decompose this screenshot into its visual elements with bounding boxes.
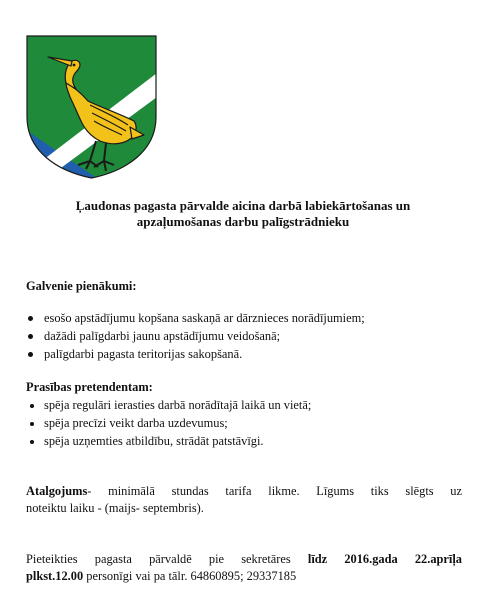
list-item: esošo apstādījumu kopšana saskaņā ar dārznieces norādījumiem; [26, 309, 365, 327]
bullet-icon [30, 422, 34, 426]
apply-time: plkst.12.00 [26, 569, 84, 583]
list-item: dažādi palīgdarbi jaunu apstādījumu veidošanā; [26, 327, 365, 345]
apply-deadline: līdz 2016.gada 22.aprīļa [307, 552, 462, 566]
requirements-heading: Prasības pretendentam: [26, 380, 153, 394]
duties-list [26, 309, 365, 363]
apply-line-2 [26, 568, 462, 585]
salary-paragraph [26, 483, 462, 517]
list-item: spēja uzņemties atbildību, strādāt patstāvīgi. [26, 432, 311, 450]
salary-line-2: noteiktu laiku - (maijs- septembris). [26, 501, 204, 515]
apply-paragraph [26, 551, 462, 585]
bullet-icon [30, 440, 34, 444]
title-line-1: Ļaudonas pagasta pārvalde aicina darbā labiekārtošanas un [75, 198, 411, 213]
bullet-icon [28, 352, 33, 357]
apply-contact: personīgi vai pa tālr. 64860895; 29337185 [83, 569, 297, 583]
list-item: spēja precīzi veikt darba uzdevumus; [26, 414, 311, 432]
list-item: spēja regulāri ierasties darbā norādītajā laikā un vietā; [26, 396, 311, 414]
apply-line-1: Pieteikties pagasta pārvaldē pie sekretāres līdz 2016.gada 22.aprīļa [26, 552, 462, 566]
bullet-icon [30, 404, 34, 408]
page-title [40, 198, 446, 230]
salary-line-1: Atalgojums- minimālā stundas tarifa likme. Līgums tiks slēgts uz [26, 484, 462, 498]
bullet-icon [28, 334, 33, 339]
requirements-list [26, 396, 311, 450]
duties-heading: Galvenie pienākumi: [26, 279, 137, 293]
title-line-2: apzaļumošanas darbu palīgstrādnieku [136, 214, 350, 229]
coat-of-arms-icon [26, 35, 157, 179]
salary-label: Atalgojums [26, 484, 88, 498]
bullet-icon [28, 316, 33, 321]
list-item: palīgdarbi pagasta teritorijas sakopšanā. [26, 345, 365, 363]
